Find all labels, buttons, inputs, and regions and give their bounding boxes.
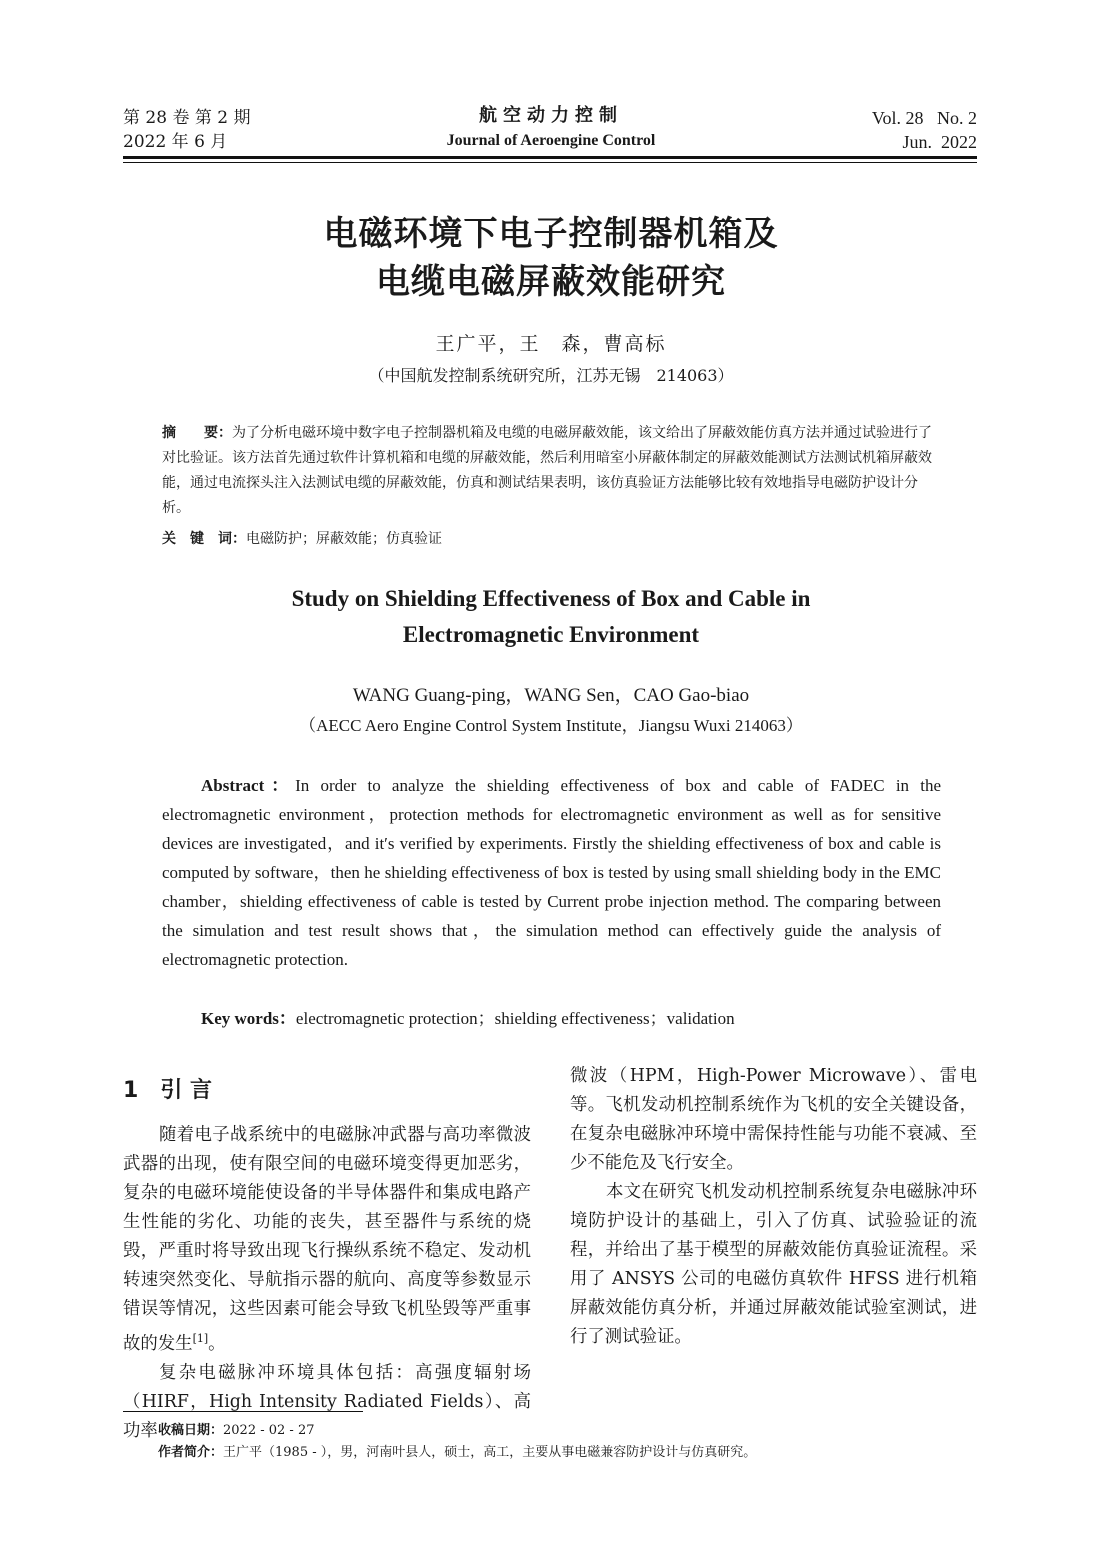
citation-ref: [1] xyxy=(192,1332,209,1345)
footnote xyxy=(158,1420,958,1464)
paragraph-1 xyxy=(123,1121,531,1359)
paper-title-cn xyxy=(150,210,952,306)
body-column-left xyxy=(123,1121,531,1446)
section-number: 1 xyxy=(123,1078,139,1103)
date-cn: 2022 年 6 月 xyxy=(123,132,228,152)
volume-issue-cn: 第 28 卷 第 2 期 xyxy=(123,108,251,128)
authors-cn: 王广平，王 森，曹高标 xyxy=(435,333,667,355)
header-center xyxy=(351,104,751,154)
title-en-line2: Electromagnetic Environment xyxy=(402,622,700,647)
journal-name-en: Journal of Aeroengine Control xyxy=(446,132,656,149)
keywords-cn-label: 关 键 词： xyxy=(162,531,246,547)
authors-en: WANG Guang-ping，WANG Sen，CAO Gao-biao xyxy=(352,685,750,706)
paragraph-3: 本文在研究飞机发动机控制系统复杂电磁脉冲环境防护设计的基础上，引入了仿真、试验验证的流程，并给出了基于模型的屏蔽效能仿真验证流程。采用了 ANSYS 公司的电磁仿真软件 HFSS 进行机箱屏蔽效能仿真分析，并通过屏蔽效能试验室测试，进行了测试验证。 xyxy=(570,1182,977,1347)
header-left xyxy=(123,106,250,154)
received-value: 2022 - 02 - 27 xyxy=(223,1423,315,1438)
received-date xyxy=(158,1420,958,1442)
abstract-en-label: Abstract： xyxy=(201,776,296,795)
abstract-en xyxy=(162,771,941,974)
section-heading xyxy=(123,1074,212,1108)
keywords-cn-text: 电磁防护；屏蔽效能；仿真验证 xyxy=(246,531,442,547)
journal-name-cn: 航空动力控制 xyxy=(479,105,623,126)
keywords-en-text: electromagnetic protection；shielding effectiveness；validation xyxy=(295,1009,735,1028)
section-title: 引 言 xyxy=(160,1078,212,1103)
paragraph-1-text: 随着电子战系统中的电磁脉冲武器与高功率微波武器的出现，使有限空间的电磁环境变得更加恶劣，复杂的电磁环境能使设备的半导体器件和集成电路产生性能的劣化、功能的丧失，甚至器件与系统的烧毁，严重时将导致出现飞行操纵系统不稳定、发动机转速突然变化、导航指示器的航向、高度等参数显示错误等情况，这些因素可能会导致飞机坠毁等严重事故的发生 xyxy=(123,1125,531,1354)
abstract-cn xyxy=(162,421,942,521)
paragraph-2: 复杂电磁脉冲环境具体包括：高强度辐射场（HIRF，High Intensity Radiated Fields）、高功率 xyxy=(123,1362,531,1441)
author-bio xyxy=(158,1442,958,1464)
keywords-en xyxy=(162,1004,941,1033)
paper-title-en xyxy=(150,581,952,653)
paragraph-1-end: 。 xyxy=(208,1333,226,1354)
header-right xyxy=(872,106,977,154)
body-column-right xyxy=(570,1062,977,1352)
keywords-cn xyxy=(162,527,942,551)
volume-issue-en: Vol. 28 No. 2 xyxy=(871,108,977,128)
abstract-cn-label: 摘 要： xyxy=(162,425,232,441)
abstract-cn-text: 为了分析电磁环境中数字电子控制器机箱及电缆的电磁屏蔽效能，该文给出了屏蔽效能仿真方法并通过试验进行了对比验证。该方法首先通过软件计算机箱和电缆的屏蔽效能，然后利用暗室小屏蔽体制定的屏蔽效能测试方法测试机箱屏蔽效能，通过电流探头注入法测试电缆的屏蔽效能，仿真和测试结果表明，该仿真验证方法能够比较有效地指导电磁防护设计分析。 xyxy=(162,425,932,516)
paragraph-2-continued: 微波（HPM，High-Power Microwave）、雷电等。飞机发动机控制系统作为飞机的安全关键设备，在复杂电磁脉冲环境中需保持性能与功能不衰减、至少不能危及飞行安全。 xyxy=(570,1066,977,1173)
received-label: 收稿日期： xyxy=(158,1423,224,1438)
affiliation-cn: （中国航发控制系统研究所，江苏无锡 214063） xyxy=(368,366,734,385)
title-cn-line2: 电缆电磁屏蔽效能研究 xyxy=(376,262,726,302)
title-cn-line1: 电磁环境下电子控制器机箱及 xyxy=(323,214,779,254)
author-bio-label: 作者简介： xyxy=(158,1445,224,1460)
header-rule-thin xyxy=(123,162,977,163)
affiliation-en: （AECC Aero Engine Control System Institute，Jiangsu Wuxi 214063） xyxy=(299,716,803,735)
title-en-line1: Study on Shielding Effectiveness of Box and Cable in xyxy=(291,586,811,611)
header-rule-thick xyxy=(123,156,977,159)
keywords-en-label: Key words： xyxy=(201,1009,296,1028)
footnote-rule xyxy=(123,1411,363,1412)
author-bio-text: 王广平（1985 - ），男，河南叶县人，硕士，高工，主要从事电磁兼容防护设计与仿真研究。 xyxy=(223,1445,757,1460)
abstract-en-text: In order to analyze the shielding effectiveness of box and cable of FADEC in the electromagnetic environment，protection methods for electromagnetic environment as well as for sensitive devices are investigated，and it′s verified by experiments. Firstly the shielding effectiveness of box and cable is computed by software，then he shielding effectiveness of box is tested by using small shielding body in the EMC chamber，shielding effectiveness of cable is tested by Current probe injection method. The comparing between the simulation and test result shows that，the simulation method can effectively guide the analysis of electromagnetic protection. xyxy=(162,776,941,969)
date-en: Jun. 2022 xyxy=(902,132,977,152)
